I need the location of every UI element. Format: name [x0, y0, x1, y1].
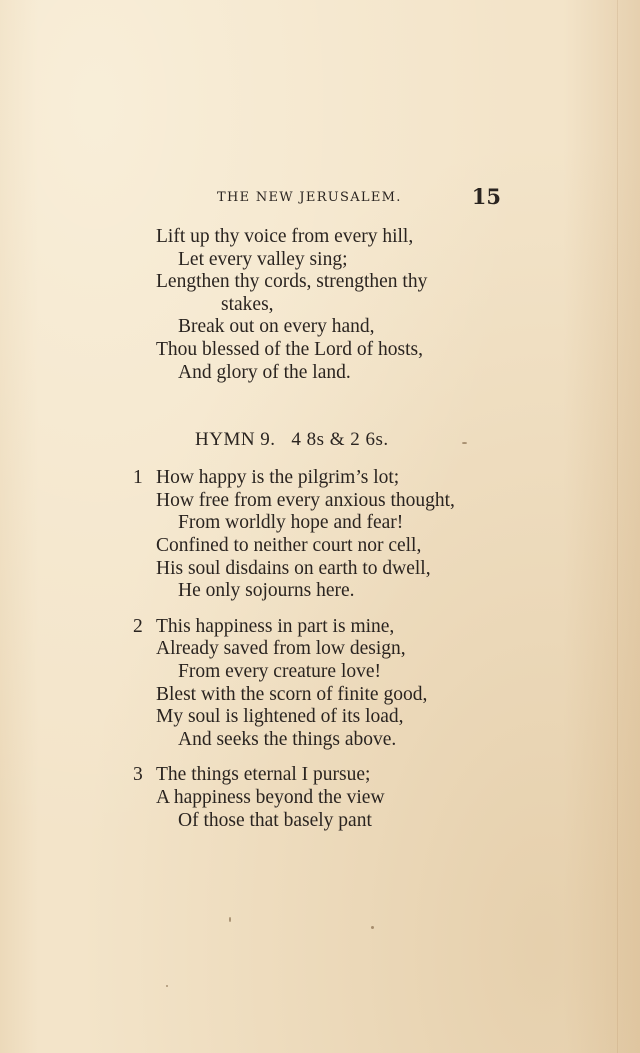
verse-line: Confined to neither court nor cell,	[156, 535, 422, 556]
verse-line: Let every valley sing;	[178, 249, 348, 270]
page-edge-shading	[617, 0, 618, 1053]
verse-line: My soul is lightened of its load,	[156, 706, 404, 727]
verse-line: Thou blessed of the Lord of hosts,	[156, 339, 424, 360]
verse-line: Of those that basely pant	[178, 810, 372, 831]
verse-line: Lengthen thy cords, strengthen thy	[156, 271, 428, 292]
verse-line: He only sojourns here.	[178, 580, 355, 601]
verse-line: The things eternal I pursue;	[156, 764, 371, 785]
stanza-number: 2	[133, 616, 143, 637]
paper-speck	[371, 926, 374, 929]
paper-speck	[229, 917, 231, 922]
hymn-title: HYMN 9.	[195, 429, 276, 450]
verse-line: Already saved from low design,	[156, 638, 406, 659]
verse-line: Blest with the scorn of finite good,	[156, 684, 428, 705]
page-number: 15	[471, 184, 501, 209]
verse-line: This happiness in part is mine,	[156, 616, 395, 637]
verse-line: A happiness beyond the view	[156, 787, 385, 808]
hymn-heading	[195, 429, 389, 451]
verse-line: His soul disdains on earth to dwell,	[156, 558, 431, 579]
verse-line: And glory of the land.	[178, 362, 351, 383]
verse-line: stakes,	[221, 294, 274, 315]
stanza-number: 3	[133, 764, 143, 785]
stanza-number: 1	[133, 467, 143, 488]
paper-speck	[462, 442, 467, 444]
paper-speck	[166, 985, 168, 987]
hymn-meter: 4 8s & 2 6s.	[291, 429, 389, 450]
verse-line: From every creature love!	[178, 661, 382, 682]
verse-line: Break out on every hand,	[178, 316, 375, 337]
verse-line: How free from every anxious thought,	[156, 490, 455, 511]
verse-line: From worldly hope and fear!	[178, 512, 404, 533]
page-header	[217, 186, 507, 208]
verse-line: Lift up thy voice from every hill,	[156, 226, 414, 247]
verse-line: And seeks the things above.	[178, 729, 397, 750]
running-head: THE NEW JERUSALEM.	[217, 190, 402, 205]
verse-line: How happy is the pilgrim’s lot;	[156, 467, 400, 488]
